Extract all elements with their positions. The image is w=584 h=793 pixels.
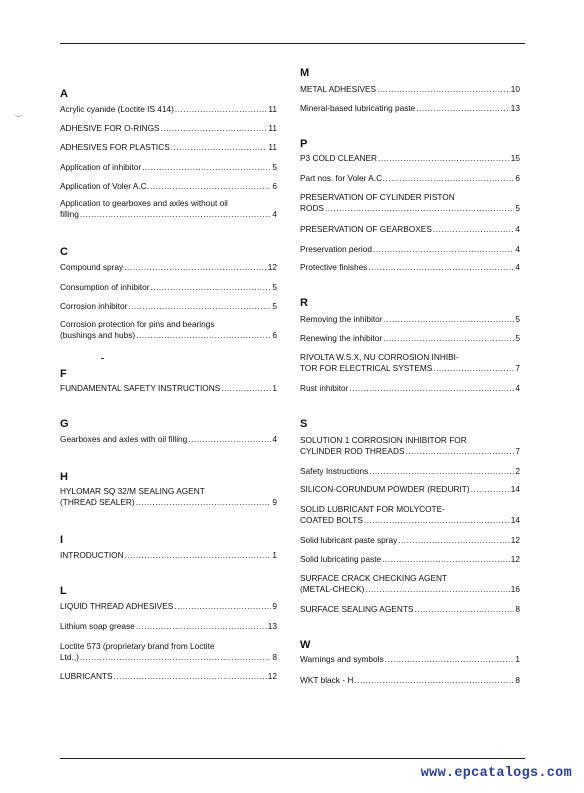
page-number: 1 [272, 550, 277, 560]
page-number: 4 [515, 244, 520, 254]
page-number: 4 [272, 434, 277, 444]
section-letter-p: P [300, 138, 308, 150]
dot-leader [385, 173, 514, 184]
dot-leader [325, 203, 514, 214]
index-entry-text-line: SOLUTION 1 CORROSION INHIBITOR FOR [300, 435, 467, 445]
index-entry[interactable] [300, 573, 520, 594]
section-letter-g: G [60, 418, 69, 430]
index-entry-text: Warnings and symbols [300, 654, 384, 664]
index-entry[interactable] [60, 319, 277, 340]
dot-leader [125, 550, 272, 561]
index-entry[interactable] [300, 244, 520, 255]
page-number: 12 [510, 554, 520, 564]
index-entry-text-line: HYLOMAR SQ 32/M SEALING AGENT [60, 486, 205, 496]
dot-leader [136, 621, 267, 632]
section-letter-s: S [300, 418, 308, 430]
page-number: 4 [515, 224, 520, 234]
page-number: 14 [510, 514, 520, 525]
index-entry[interactable] [300, 383, 520, 394]
dot-leader [354, 675, 514, 686]
index-entry[interactable] [60, 262, 277, 273]
index-entry-text: Corrosion inhibitor [60, 301, 128, 311]
index-entry-text: Preservation period [300, 244, 372, 254]
index-entry-text: Renewing the inhibitor [300, 333, 383, 343]
page-number: 12 [510, 535, 520, 545]
dot-leader [433, 224, 515, 235]
index-entry[interactable] [300, 675, 520, 686]
page-number: 4 [515, 262, 520, 272]
index-entry-text: SILICON-CORUNDUM POWDER (REDURIT) [300, 484, 470, 494]
index-entry[interactable] [300, 224, 520, 235]
page-number: 5 [272, 301, 277, 311]
index-entry-text: Solid lubricating paste [300, 554, 382, 564]
dot-leader [80, 209, 271, 220]
index-entry-text: SURFACE SEALING AGENTS [300, 604, 414, 614]
page-number: 12 [267, 262, 277, 272]
index-entry-text: COATED BOLTS [300, 514, 363, 525]
dot-leader [369, 466, 514, 477]
page-number: 11 [268, 123, 277, 133]
dot-leader [378, 153, 510, 164]
top-rule [60, 43, 525, 44]
index-entry[interactable] [60, 104, 277, 115]
index-entry[interactable] [300, 173, 520, 184]
page-number: 7 [515, 362, 520, 373]
index-entry-text: Safety Instructions [300, 466, 369, 476]
index-entry[interactable] [60, 550, 277, 561]
page-number: 8 [515, 604, 520, 614]
section-letter-f: F [60, 368, 67, 380]
page-number: 4 [515, 383, 520, 393]
index-entry-text: P3 COLD CLEANER [300, 153, 378, 163]
index-entry[interactable] [300, 103, 520, 114]
index-entry[interactable] [60, 641, 277, 662]
index-entry-text: Solid lubricant paste spray [300, 535, 398, 545]
index-entry[interactable] [60, 383, 277, 394]
bottom-rule [60, 758, 525, 759]
index-entry-text: (bushings and hubs) [60, 329, 136, 340]
page-number: 5 [272, 162, 277, 172]
index-entry-text: Protective finishes [300, 262, 368, 272]
page-number: 16 [510, 583, 520, 594]
index-entry[interactable] [60, 486, 277, 507]
dot-leader [471, 484, 510, 495]
index-entry-text: LIQUID THREAD ADHESIVES [60, 601, 174, 611]
page-number: 7 [515, 445, 520, 456]
dot-leader [416, 103, 509, 114]
dot-leader [171, 142, 268, 153]
dot-leader [221, 383, 271, 394]
dot-leader [136, 330, 271, 341]
index-entry[interactable] [300, 352, 520, 373]
index-entry-text: filling [60, 208, 79, 219]
page-number: 15 [510, 153, 520, 163]
page-number: 6 [515, 173, 520, 183]
index-entry-text: CYLINDER ROD THREADS [300, 445, 405, 456]
index-entry[interactable] [60, 198, 277, 219]
dot-leader [142, 162, 271, 173]
dot-leader [188, 434, 271, 445]
page-number: 1 [515, 654, 520, 664]
dot-leader [174, 601, 271, 612]
dot-leader [175, 104, 267, 115]
index-entry[interactable] [60, 434, 277, 445]
index-entry-text-line: SURFACE CRACK CHECKING AGENT [300, 573, 448, 583]
dot-leader [384, 314, 515, 325]
index-entry-text: Ltd.,) [60, 651, 79, 662]
index-entry[interactable] [300, 484, 520, 495]
page-number: 11 [268, 104, 277, 114]
page-number: 14 [510, 484, 520, 494]
stray-dash [101, 358, 104, 359]
page-number: 1 [272, 383, 277, 393]
page-number: 4 [272, 208, 277, 219]
dot-leader [377, 84, 510, 95]
page-number: 8 [515, 675, 520, 685]
section-letter-m: M [300, 67, 310, 79]
page-number: 13 [267, 621, 277, 631]
dot-leader [136, 497, 272, 508]
index-entry[interactable] [300, 333, 520, 344]
page-number: 10 [510, 84, 520, 94]
index-entry-text-line: Loctite 573 (proprietary brand from Loctite [60, 641, 215, 651]
index-entry[interactable] [300, 554, 520, 565]
dot-leader [349, 383, 514, 394]
section-letter-a: A [60, 88, 68, 100]
dot-leader [398, 535, 509, 546]
index-entry-text: INTRODUCTION [60, 550, 124, 560]
index-entry-text: (METAL-CHECK) [300, 583, 365, 594]
section-letter-w: W [300, 639, 311, 651]
dot-leader [383, 333, 514, 344]
index-entry-text-line: Corrosion protection for pins and bearings [60, 319, 215, 329]
index-entry[interactable] [300, 435, 520, 456]
section-letter-i: I [60, 534, 64, 546]
page-number: 9 [272, 601, 277, 611]
index-entry[interactable] [300, 604, 520, 615]
dot-leader [414, 604, 514, 615]
margin-mark [14, 112, 23, 117]
index-entry[interactable] [60, 301, 277, 312]
index-entry-text-line: RIVOLTA W.S.X, NU CORROSION INHIBI- [300, 352, 459, 362]
page-number: 11 [268, 142, 277, 152]
page-number: 5 [515, 202, 520, 213]
page-number: 5 [515, 314, 520, 324]
index-entry-text: LUBRICANTS [60, 671, 113, 681]
page-number: 6 [272, 181, 277, 191]
section-letter-r: R [300, 297, 308, 309]
dot-leader [150, 282, 271, 293]
dot-leader [124, 262, 267, 273]
page-number: 2 [515, 466, 520, 476]
index-entry[interactable] [300, 84, 520, 95]
index-entry[interactable] [60, 671, 277, 682]
dot-leader [150, 181, 271, 192]
dot-leader [433, 363, 514, 374]
section-letter-h: H [60, 471, 68, 483]
dot-leader [385, 654, 515, 665]
index-entry[interactable] [300, 535, 520, 546]
index-entry[interactable] [60, 621, 277, 632]
index-entry-text: Part nos. for Voler A.C. [300, 173, 385, 183]
dot-leader [80, 652, 271, 663]
index-entry-text: Mineral-based lubricating paste [300, 103, 416, 113]
page-number: 9 [272, 496, 277, 507]
index-entry-text: Rust inhibitor [300, 383, 349, 393]
dot-leader [114, 671, 267, 682]
section-letter-l: L [60, 585, 67, 597]
index-entry[interactable] [60, 181, 277, 192]
index-entry-text: Compound spray [60, 262, 124, 272]
index-entry[interactable] [300, 192, 520, 213]
index-entry-text-line: SOLID LUBRICANT FOR MOLYCOTE- [300, 504, 445, 514]
page-number: 8 [272, 651, 277, 662]
index-entry-text: Application of inhibitor [60, 162, 142, 172]
index-entry-text: Acrylic cyanide (Loctite IS 414) [60, 104, 174, 114]
index-entry[interactable] [300, 314, 520, 325]
dot-leader [365, 584, 509, 595]
index-entry-text: ADHESIVES FOR PLASTICS [60, 142, 170, 152]
page-number: 5 [272, 282, 277, 292]
dot-leader [128, 301, 271, 312]
dot-leader [406, 446, 515, 457]
index-entry[interactable] [60, 123, 277, 134]
index-entry-text: RODS [300, 202, 324, 213]
index-entry-text: TOR FOR ELECTRICAL SYSTEMS [300, 362, 433, 373]
index-entry[interactable] [60, 601, 277, 612]
page-number: 12 [267, 671, 277, 681]
index-entry[interactable] [300, 466, 520, 477]
index-entry[interactable] [60, 162, 277, 173]
index-entry-text: (THREAD SEALER) [60, 496, 135, 507]
dot-leader [382, 554, 510, 565]
index-entry-text: Consumption of inhibitor [60, 282, 150, 292]
index-entry[interactable] [300, 654, 520, 665]
index-entry[interactable] [300, 504, 520, 525]
index-entry-text: METAL ADHESIVES [300, 84, 377, 94]
page-number: 13 [510, 103, 520, 113]
dot-leader [373, 244, 514, 255]
page-number: 6 [272, 329, 277, 340]
index-entry[interactable] [60, 142, 277, 153]
index-entry-text: ADHESIVE FOR O-RINGS [60, 123, 160, 133]
index-entry[interactable] [300, 262, 520, 273]
dot-leader [161, 123, 268, 134]
index-entry-text: PRESERVATION OF GEARBOXES [300, 224, 432, 234]
index-entry-text: WKT black - H [300, 675, 354, 685]
index-entry-text: Removing the inhibitor [300, 314, 383, 324]
watermark-text: www.epcatalogs.com [420, 766, 572, 781]
index-entry-text: Application of Voler A.C. [60, 181, 150, 191]
dot-leader [368, 262, 514, 273]
page-number: 5 [515, 333, 520, 343]
section-letter-c: C [60, 246, 68, 258]
dot-leader [364, 515, 510, 526]
index-entry-text-line: Application to gearboxes and axles without oil [60, 198, 228, 208]
index-entry-text: FUNDAMENTAL SAFETY INSTRUCTIONS [60, 383, 221, 393]
index-entry-text: Lithium soap grease [60, 621, 135, 631]
index-entry-text: Gearboxes and axles with oil filling [60, 434, 188, 444]
index-entry[interactable] [60, 282, 277, 293]
index-entry[interactable] [300, 153, 520, 164]
index-entry-text-line: PRESERVATION OF CYLINDER PISTON [300, 192, 455, 202]
